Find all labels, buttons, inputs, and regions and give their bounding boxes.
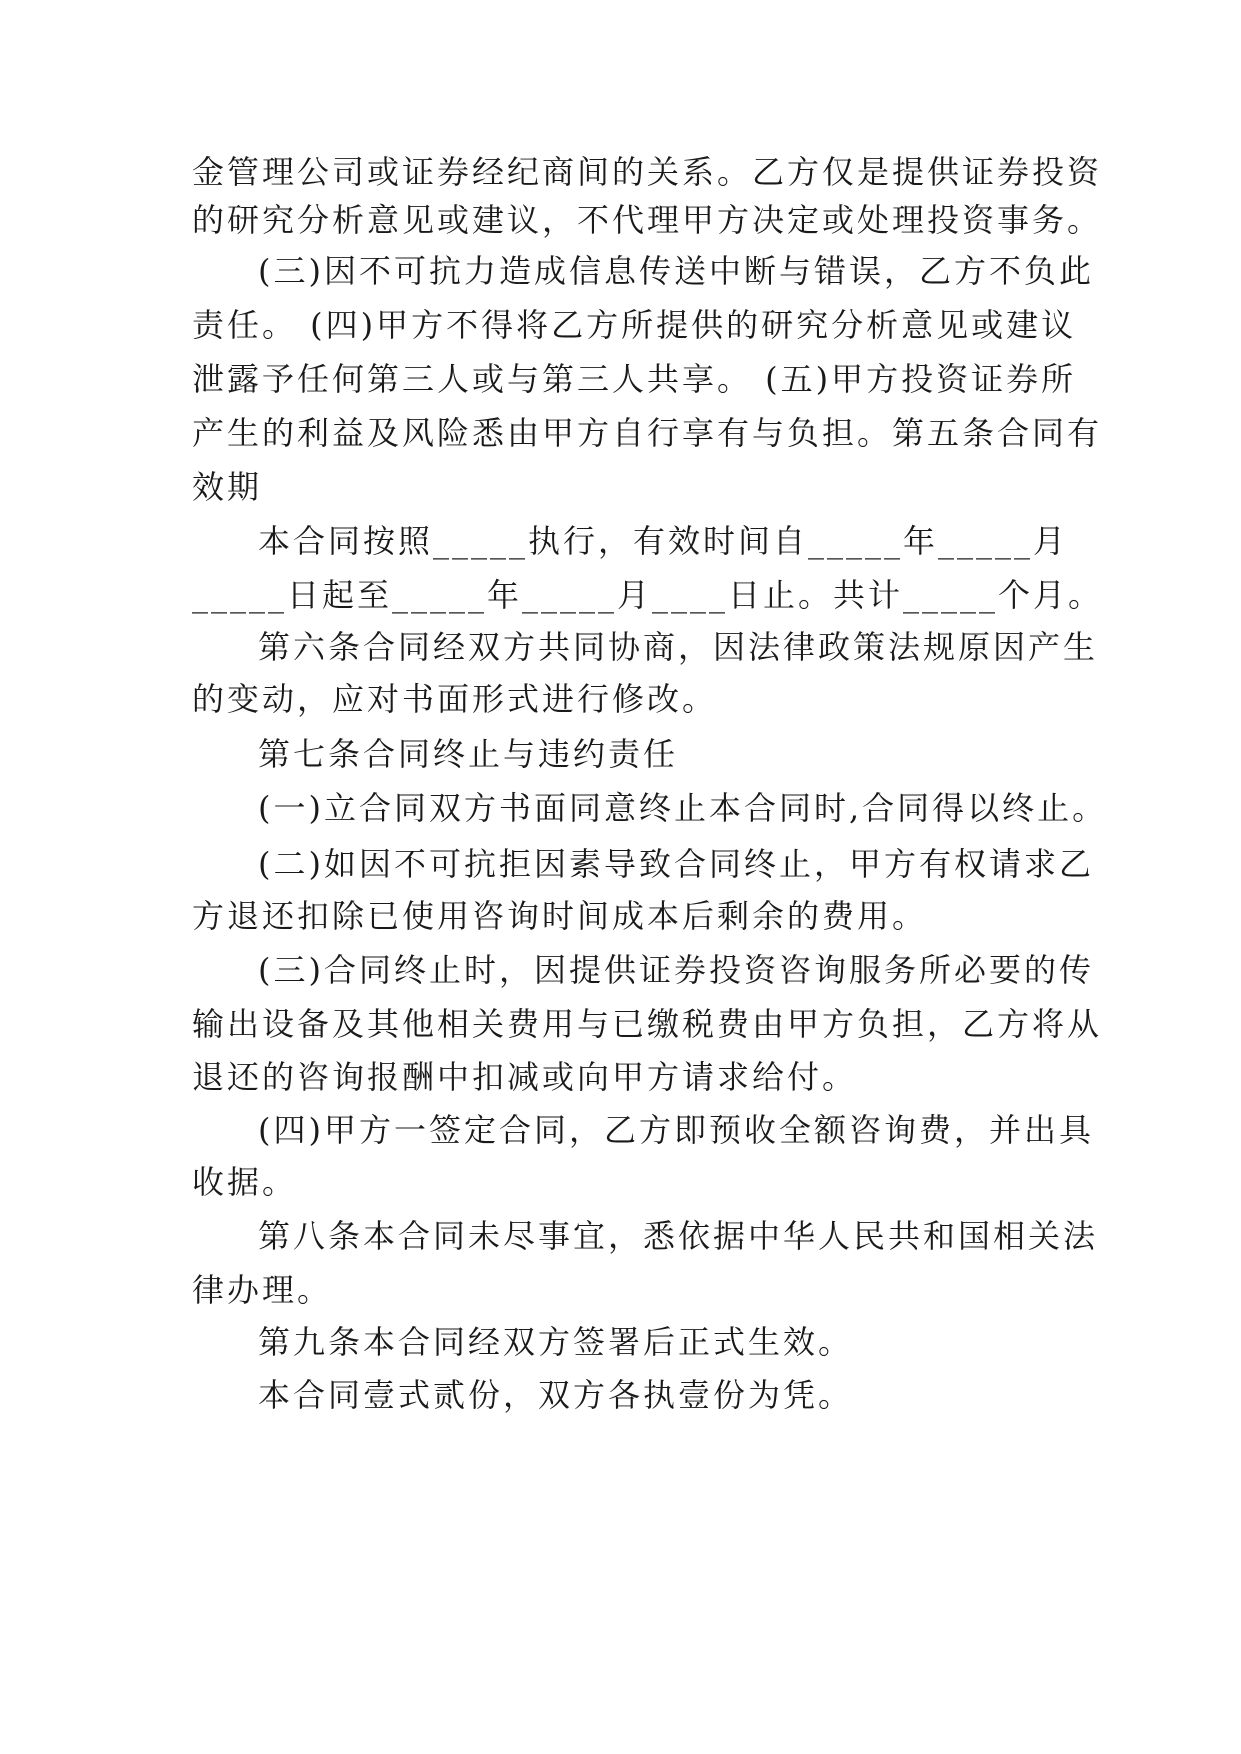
text-line: (一)立合同双方书面同意终止本合同时,合同得以终止。 bbox=[258, 789, 1108, 827]
text-line: 律办理。 bbox=[192, 1271, 333, 1309]
text-line: 退还的咨询报酬中扣减或向甲方请求给付。 bbox=[192, 1058, 858, 1096]
text-line: 输出设备及其他相关费用与已缴税费由甲方负担，乙方将从 bbox=[192, 1005, 1103, 1043]
text-line: 泄露予任何第三人或与第三人共享。 (五)甲方投资证券所 bbox=[192, 360, 1077, 398]
text-line: 第七条合同终止与违约责任 bbox=[258, 735, 679, 773]
text-line: (三)合同终止时，因提供证券投资咨询服务所必要的传 bbox=[258, 951, 1094, 989]
text-line: 第六条合同经双方共同协商，因法律政策法规原因产生 bbox=[258, 628, 1099, 666]
text-line: (四)甲方一签定合同，乙方即预收全额咨询费，并出具 bbox=[258, 1111, 1094, 1149]
text-line: 第九条本合同经双方签署后正式生效。 bbox=[258, 1323, 854, 1361]
text-line: 的研究分析意见或建议，不代理甲方决定或处理投资事务。 bbox=[192, 201, 1103, 239]
text-line: (三)因不可抗力造成信息传送中断与错误，乙方不负此 bbox=[258, 252, 1094, 290]
text-line: 本合同壹式贰份，双方各执壹份为凭。 bbox=[258, 1376, 854, 1414]
text-line: 金管理公司或证券经纪商间的关系。乙方仅是提供证券投资 bbox=[192, 153, 1103, 191]
text-line: 的变动，应对书面形式进行修改。 bbox=[192, 680, 718, 718]
text-line: 本合同按照_____执行，有效时间自_____年_____月 bbox=[258, 522, 1069, 560]
text-line: 收据。 bbox=[192, 1163, 298, 1201]
text-line: 责任。 (四)甲方不得将乙方所提供的研究分析意见或建议 bbox=[192, 306, 1077, 344]
text-line: (二)如因不可抗拒因素导致合同终止，甲方有权请求乙 bbox=[258, 845, 1094, 883]
text-line: 产生的利益及风险悉由甲方自行享有与负担。第五条合同有 bbox=[192, 414, 1103, 452]
text-line: _____日起至_____年_____月____日止。共计_____个月。 bbox=[192, 576, 1104, 614]
text-line: 第八条本合同未尽事宜，悉依据中华人民共和国相关法 bbox=[258, 1217, 1099, 1255]
text-line: 方退还扣除已使用咨询时间成本后剩余的费用。 bbox=[192, 897, 928, 935]
text-line: 效期 bbox=[192, 468, 263, 506]
